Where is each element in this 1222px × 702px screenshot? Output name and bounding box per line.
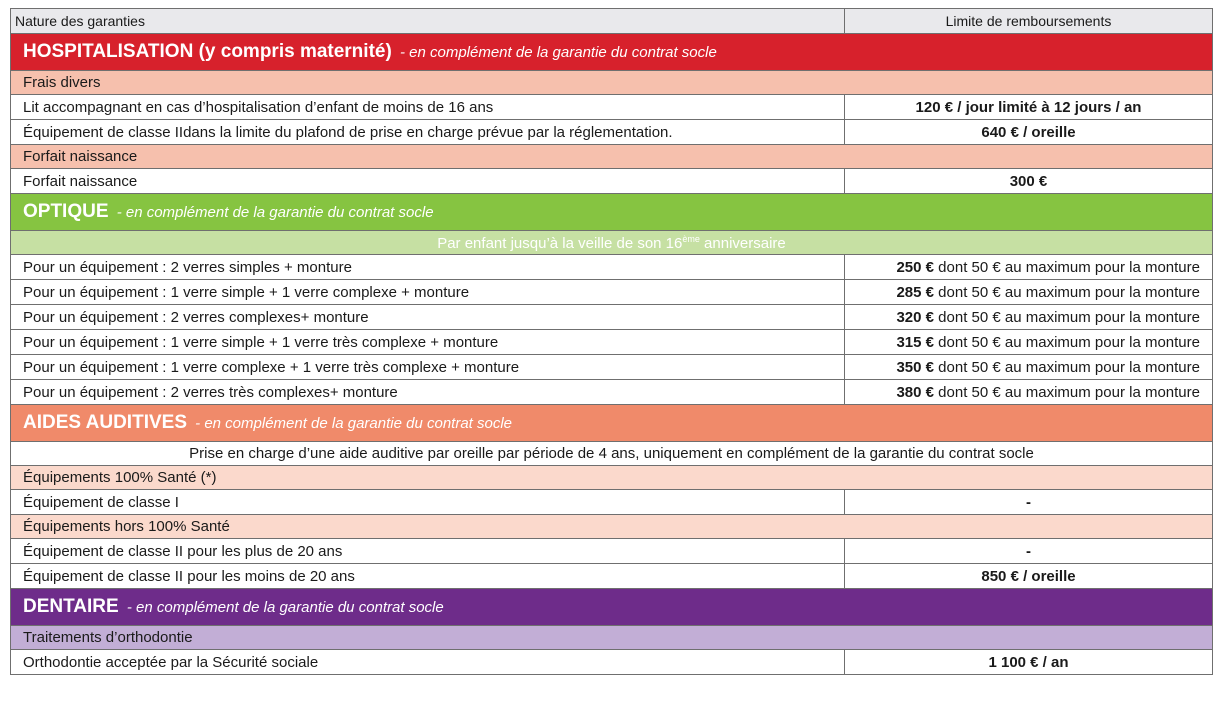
guarantees-table-wrapper bbox=[10, 8, 1212, 675]
row-value: 350 € dont 50 € au maximum pour la monture bbox=[845, 355, 1213, 380]
table-row bbox=[11, 169, 1213, 194]
table-row bbox=[11, 330, 1213, 355]
section-aides-auditives bbox=[11, 405, 1213, 442]
subheader-forfait-naissance bbox=[11, 145, 1213, 169]
subheader-par-enfant bbox=[11, 231, 1213, 255]
row-value: 640 € / oreille bbox=[845, 120, 1213, 145]
section-title: HOSPITALISATION (y compris maternité) bbox=[23, 41, 392, 62]
section-subtitle: - en complément de la garantie du contrat socle bbox=[195, 415, 513, 432]
section-dentaire bbox=[11, 589, 1213, 626]
row-value: - bbox=[845, 490, 1213, 515]
row-label: Pour un équipement : 2 verres très complexes+ monture bbox=[11, 380, 845, 405]
section-hospitalisation bbox=[11, 34, 1213, 71]
section-title: AIDES AUDITIVES bbox=[23, 412, 187, 433]
header-limite: Limite de remboursements bbox=[845, 9, 1213, 34]
row-label: Lit accompagnant en cas d’hospitalisation d’enfant de moins de 16 ans bbox=[11, 95, 845, 120]
section-aides-cell bbox=[11, 405, 1213, 442]
subheader-hors-100-sante bbox=[11, 515, 1213, 539]
subheader-label: Équipements 100% Santé (*) bbox=[11, 466, 1213, 490]
row-label: Équipement de classe II pour les moins de 20 ans bbox=[11, 564, 845, 589]
row-value: 300 € bbox=[845, 169, 1213, 194]
table-row bbox=[11, 539, 1213, 564]
aides-note: Prise en charge d’une aide auditive par oreille par période de 4 ans, uniquement en complément de la garantie du contrat socle bbox=[11, 442, 1213, 466]
table-row bbox=[11, 120, 1213, 145]
row-value: 320 € dont 50 € au maximum pour la monture bbox=[845, 305, 1213, 330]
section-dentaire-cell bbox=[11, 589, 1213, 626]
row-label: Équipement de classe I bbox=[11, 490, 845, 515]
subheader-label: Équipements hors 100% Santé bbox=[11, 515, 1213, 539]
table-row bbox=[11, 355, 1213, 380]
row-value: 120 € / jour limité à 12 jours / an bbox=[845, 95, 1213, 120]
subheader-label: Forfait naissance bbox=[11, 145, 1213, 169]
table-header-row bbox=[11, 9, 1213, 34]
section-hospitalisation-cell bbox=[11, 34, 1213, 71]
row-value: 380 € dont 50 € au maximum pour la monture bbox=[845, 380, 1213, 405]
table-row bbox=[11, 380, 1213, 405]
row-label: Pour un équipement : 1 verre complexe + 1 verre très complexe + monture bbox=[11, 355, 845, 380]
row-label: Équipement de classe IIdans la limite du plafond de prise en charge prévue par la réglementation. bbox=[11, 120, 845, 145]
table-row bbox=[11, 650, 1213, 675]
section-subtitle: - en complément de la garantie du contrat socle bbox=[116, 204, 434, 221]
section-subtitle: - en complément de la garantie du contrat socle bbox=[399, 44, 717, 61]
row-label: Équipement de classe II pour les plus de 20 ans bbox=[11, 539, 845, 564]
section-optique bbox=[11, 194, 1213, 231]
row-value: 315 € dont 50 € au maximum pour la monture bbox=[845, 330, 1213, 355]
row-value: 250 € dont 50 € au maximum pour la monture bbox=[845, 255, 1213, 280]
subheader-label: Par enfant jusqu’à la veille de son 16ème anniversaire bbox=[11, 231, 1213, 255]
row-label: Forfait naissance bbox=[11, 169, 845, 194]
row-value: - bbox=[845, 539, 1213, 564]
subheader-100-sante bbox=[11, 466, 1213, 490]
table-row bbox=[11, 95, 1213, 120]
subheader-label: Frais divers bbox=[11, 71, 1213, 95]
table-row bbox=[11, 280, 1213, 305]
section-subtitle: - en complément de la garantie du contrat socle bbox=[126, 599, 444, 616]
row-label: Pour un équipement : 1 verre simple + 1 verre complexe + monture bbox=[11, 280, 845, 305]
table-row bbox=[11, 564, 1213, 589]
header-nature: Nature des garanties bbox=[11, 9, 845, 34]
row-value: 285 € dont 50 € au maximum pour la monture bbox=[845, 280, 1213, 305]
row-label: Orthodontie acceptée par la Sécurité sociale bbox=[11, 650, 845, 675]
subheader-orthodontie bbox=[11, 626, 1213, 650]
row-label: Pour un équipement : 2 verres simples + monture bbox=[11, 255, 845, 280]
section-optique-cell bbox=[11, 194, 1213, 231]
row-value: 850 € / oreille bbox=[845, 564, 1213, 589]
row-label: Pour un équipement : 2 verres complexes+ monture bbox=[11, 305, 845, 330]
aides-note-row bbox=[11, 442, 1213, 466]
table-row bbox=[11, 305, 1213, 330]
subheader-label: Traitements d’orthodontie bbox=[11, 626, 1213, 650]
row-value: 1 100 € / an bbox=[845, 650, 1213, 675]
table-row bbox=[11, 490, 1213, 515]
guarantees-table bbox=[10, 8, 1213, 675]
section-title: OPTIQUE bbox=[23, 201, 109, 222]
section-title: DENTAIRE bbox=[23, 596, 119, 617]
table-row bbox=[11, 255, 1213, 280]
subheader-frais-divers bbox=[11, 71, 1213, 95]
row-label: Pour un équipement : 1 verre simple + 1 verre très complexe + monture bbox=[11, 330, 845, 355]
